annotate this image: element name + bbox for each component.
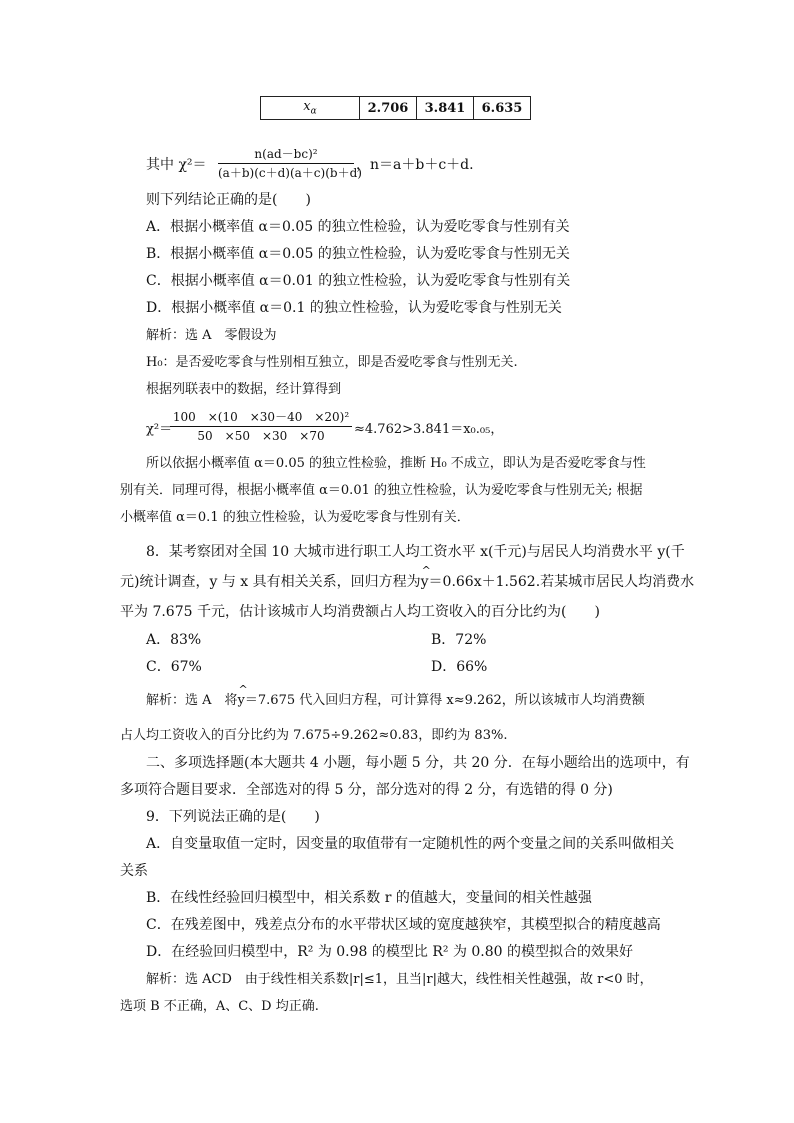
q7-analysis-line3: 根据列联表中的数据，经计算得到 [146, 382, 342, 397]
critical-value-table [260, 96, 531, 120]
q7-option-a: A．根据小概率值 α＝0.05 的独立性检验，认为爱吃零食与性别有关 [146, 219, 570, 235]
section2-line2: 多项符合题目要求．全部选对的得 5 分，部分选对的得 2 分，有选错的得 0 分) [120, 782, 613, 798]
calc-prefix: χ²＝ [146, 422, 173, 437]
table-value-cell: 2.706 [360, 97, 417, 120]
y-hat-symbol: ^ y [238, 691, 245, 711]
formula-fraction [218, 146, 362, 181]
q8-analysis-line1 [146, 691, 645, 711]
q9-option-a-cont: 关系 [120, 863, 148, 879]
section2-line1: 二、多项选择题(本大题共 4 小题，每小题 5 分，共 20 分．在每小题给出的选项中，有 [146, 755, 690, 771]
table-label-cell: $x_\alpha$ [261, 97, 360, 120]
q7-analysis-line2: H₀：是否爱吃零食与性别相互独立，即是否爱吃零食与性别无关. [146, 355, 518, 370]
q9-option-d: D．在经验回归模型中，R² 为 0.98 的模型比 R² 为 0.80 的模型拟合的效果好 [146, 944, 634, 960]
formula-suffix: ，n＝a＋b＋c＋d. [356, 157, 474, 173]
calc-fraction [170, 409, 352, 444]
q8-line2-tail: ＝0.66x＋1.562.若某城市居民人均消费水 [428, 574, 695, 590]
q8-option-c: C．67% [146, 659, 202, 675]
calc-suffix: ≈4.762>3.841＝x₀.₀₅， [354, 422, 504, 437]
q9-option-a: A．自变量取值一定时，因变量的取值带有一定随机性的两个变量之间的关系叫做相关 [146, 836, 675, 852]
formula-prefix: 其中 χ²＝ [146, 157, 207, 173]
q8-option-d: D．66% [431, 659, 488, 675]
table-row [261, 97, 531, 120]
q7-analysis-line1: 解析：选 A 零假设为 [146, 328, 277, 343]
q7-analysis-line: 所以依据小概率值 α＝0.05 的独立性检验，推断 H₀ 不成立，即认为是否爱吃零食与性 [146, 456, 646, 471]
q8-option-b: B．72% [431, 632, 487, 648]
formula-numerator: n(ad－bc)² [254, 147, 318, 161]
q7-option-c: C．根据小概率值 α＝0.01 的独立性检验，认为爱吃零食与性别有关 [146, 273, 571, 289]
fraction-bar [218, 163, 354, 164]
q7-option-d: D．根据小概率值 α＝0.1 的独立性检验，认为爱吃零食与性别无关 [146, 300, 562, 316]
q9-analysis-line2: 选项 B 不正确，A、C、D 均正确. [120, 999, 319, 1014]
q8-analysis-head: 解析：选 A 将 [146, 693, 238, 708]
q9-option-b: B．在线性经验回归模型中，相关系数 r 的值越大，变量间的相关性越强 [146, 890, 592, 906]
q9-prompt: 9．下列说法正确的是( ) [146, 809, 320, 825]
table-value-cell: 6.635 [474, 97, 531, 120]
q8-option-a: A．83% [146, 632, 202, 648]
y-hat-symbol: ^ y [421, 572, 429, 592]
fraction-bar [170, 426, 352, 427]
q7-prompt: 则下列结论正确的是( ) [146, 192, 311, 208]
q8-line2 [120, 572, 694, 592]
q8-line3: 平为 7.675 千元，估计该城市人均消费额占人均工资收入的百分比约为( ) [120, 604, 600, 620]
q8-analysis-tail: ＝7.675 代入回归方程，可计算得 x≈9.262，所以该城市人均消费额 [244, 693, 645, 708]
formula-denominator: (a＋b)(c＋d)(a＋c)(b＋d) [218, 166, 362, 180]
q8-line1: 8．某考察团对全国 10 大城市进行职工人均工资水平 x(千元)与居民人均消费水平 y(千 [146, 544, 685, 560]
table-value-cell: 3.841 [417, 97, 474, 120]
q7-analysis-line: 小概率值 α＝0.1 的独立性检验，认为爱吃零食与性别有关． [120, 510, 470, 525]
calc-numerator: 100 ×(10 ×30－40 ×20)² [172, 410, 350, 424]
q8-line2-head: 元)统计调查，y 与 x 具有相关关系，回归方程为 [120, 574, 421, 590]
calc-denominator: 50 ×50 ×30 ×70 [197, 429, 325, 443]
q9-analysis-line1: 解析：选 ACD 由于线性相关系数|r|≤1，且当|r|越大，线性相关性越强，故 r<0 时， [146, 972, 653, 987]
q7-option-b: B．根据小概率值 α＝0.05 的独立性检验，认为爱吃零食与性别无关 [146, 246, 570, 262]
q9-option-c: C．在残差图中，残差点分布的水平带状区域的宽度越狭窄，其模型拟合的精度越高 [146, 917, 661, 933]
q8-analysis-line2: 占人均工资收入的百分比约为 7.675÷9.262≈0.83，即约为 83%. [120, 728, 508, 743]
q7-analysis-line: 别有关．同理可得，根据小概率值 α＝0.01 的独立性检验，认为爱吃零食与性别无关; 根据 [120, 483, 643, 498]
